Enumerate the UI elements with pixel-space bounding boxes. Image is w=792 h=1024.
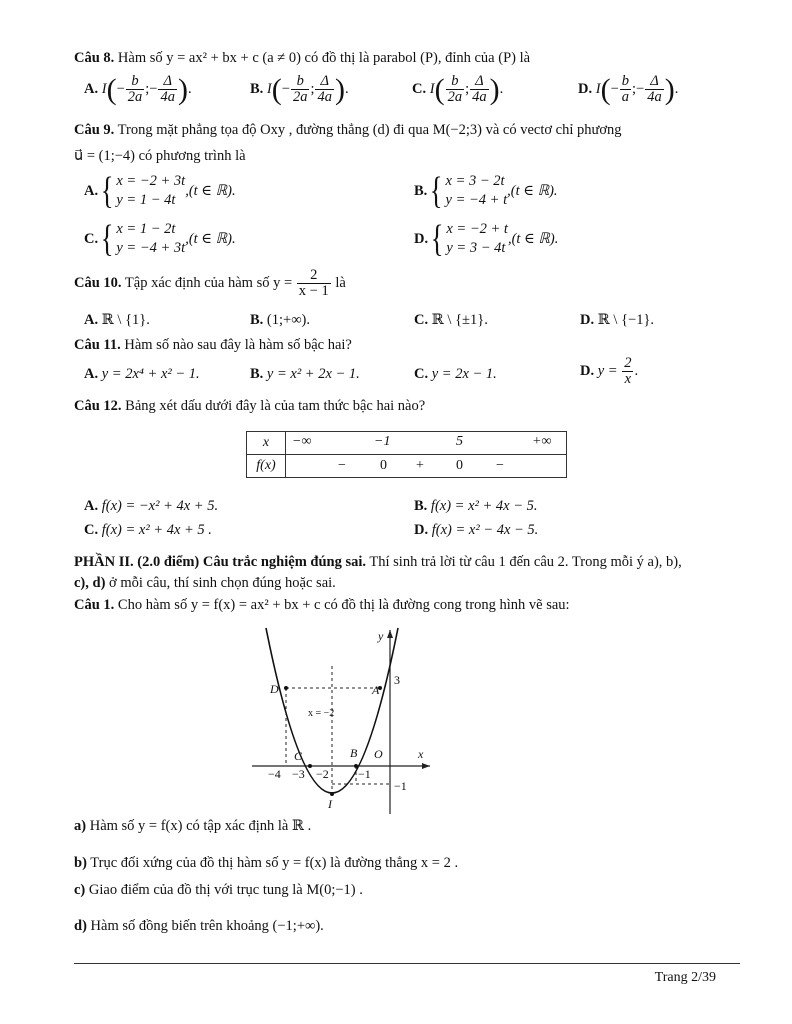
sign-f-pos: +	[416, 458, 424, 473]
q8-opt0-lparen: (	[106, 72, 117, 106]
q8-opt2-xfrac	[446, 74, 465, 105]
q9-option-b[interactable]	[414, 172, 558, 210]
q8-opt3-lparen: (	[600, 72, 611, 106]
q10-option-b[interactable]	[250, 312, 310, 329]
q10-option-a[interactable]	[84, 312, 150, 329]
q10-option-d-key: D.	[580, 312, 595, 328]
q9-opt0-line1: x = −2 + 3t	[116, 173, 186, 189]
sign-table	[246, 431, 567, 478]
q10-option-c-value: ℝ \ {±1}.	[431, 312, 488, 328]
q8-opt0-yden: 4a	[160, 89, 175, 106]
q12-text: Bảng xét dấu dưới đây là của tam thức bậc hai nào?	[125, 398, 426, 414]
q8-opt3-prefix: I	[592, 81, 601, 98]
q9-opt2-param: ,(t ∈ ℝ).	[185, 230, 236, 247]
q8-opt2-ynum: Δ	[470, 74, 489, 90]
q9-option-c[interactable]	[84, 220, 236, 258]
statement-a-key: a)	[74, 818, 87, 834]
q8-text: Hàm số y = ax² + bx + c (a ≠ 0) có đồ thị là parabol (P), đỉnh của (P) là	[117, 50, 531, 66]
q9-opt0-line2: y = 1 − 4t	[116, 192, 176, 208]
q12-option-c[interactable]	[84, 522, 212, 539]
q8-opt1-xsign: −	[281, 81, 290, 98]
sign-x-plus-inf: +∞	[532, 434, 552, 449]
q11-option-d-suffix: .	[634, 363, 639, 380]
q8-option-d[interactable]	[578, 74, 678, 105]
parabola-graph	[252, 626, 432, 816]
q9-stem-line2: u⃗ = (1;−4) có phương trình là	[74, 148, 246, 164]
q11-option-a-key: A.	[84, 366, 99, 382]
q9-opt1-line2: y = −4 + t	[445, 192, 508, 208]
q8-opt2-prefix: I	[426, 81, 435, 98]
q8-opt1-prefix: I	[263, 81, 272, 98]
x-axis-arrow	[422, 763, 430, 769]
p2q1-label: Câu 1.	[74, 597, 115, 613]
part2-heading-rest: Thí sinh trả lời từ câu 1 đến câu 2. Trong mỗi ý a), b),	[366, 554, 682, 570]
q10-option-b-value: (1;+∞).	[266, 312, 310, 328]
q10-option-a-value: ℝ \ {1}.	[101, 312, 150, 328]
sign-x-minus-inf: −∞	[292, 434, 312, 449]
q11-option-d-num: 2	[624, 355, 632, 371]
q12-label: Câu 12.	[74, 398, 122, 414]
q9-opt2-key: C.	[84, 230, 99, 247]
q8-opt0-xfrac	[126, 74, 145, 105]
q9-stem	[74, 122, 622, 139]
q12-option-d-value: f(x) = x² − 4x − 5.	[431, 522, 539, 538]
label-d: D	[270, 682, 279, 696]
q8-opt0-key: A.	[84, 81, 99, 98]
q8-opt1-lparen: (	[271, 72, 282, 106]
q12-option-b[interactable]	[414, 498, 538, 515]
label-3: 3	[394, 673, 400, 687]
q11-option-c-value: y = 2x − 1.	[431, 366, 497, 382]
q8-opt2-yden: 4a	[472, 89, 487, 106]
q8-opt2-xden: 2a	[447, 89, 463, 106]
q8-opt1-ynum: Δ	[315, 74, 334, 90]
statement-b[interactable]	[74, 855, 458, 872]
q8-opt2-key: C.	[412, 81, 427, 98]
q8-opt1-sep: ;	[310, 81, 315, 98]
q8-label: Câu 8.	[74, 50, 115, 66]
part2-heading-line2-rest: ở mỗi câu, thí sinh chọn đúng hoặc sai.	[105, 575, 336, 591]
q10-option-c[interactable]	[414, 312, 488, 329]
q12-stem	[74, 398, 425, 415]
q10-stem	[74, 268, 346, 299]
q11-option-b[interactable]	[250, 366, 360, 383]
q12-option-c-value: f(x) = x² + 4x + 5 .	[101, 522, 212, 538]
q8-opt3-end: .	[674, 81, 679, 98]
q8-options	[74, 74, 744, 120]
q8-opt0-sep: ;	[145, 81, 150, 98]
q12-option-c-key: C.	[84, 522, 99, 538]
q8-opt0-end: .	[187, 81, 192, 98]
q8-opt3-rparen: )	[664, 72, 675, 106]
q11-option-d-den: x	[624, 371, 632, 388]
p2q1-stem	[74, 597, 570, 614]
label-xm3: −3	[292, 767, 305, 781]
q11-text: Hàm số nào sau đây là hàm số bậc hai?	[124, 337, 352, 353]
q12-option-a-value: f(x) = −x² + 4x + 5.	[101, 498, 219, 514]
statement-b-text: Trục đối xứng của đồ thị hàm số y = f(x) là đường thẳng x = 2 .	[90, 855, 459, 871]
q8-opt1-xfrac	[291, 74, 310, 105]
q10-label: Câu 10.	[74, 275, 122, 292]
q11-option-d-key: D.	[580, 363, 595, 380]
statement-c[interactable]	[74, 882, 363, 899]
q10-option-d-value: ℝ \ {−1}.	[597, 312, 655, 328]
q8-opt3-xnum: b	[621, 73, 630, 89]
q9-opt3-key: D.	[414, 230, 429, 247]
q11-option-b-key: B.	[250, 366, 264, 382]
q12-option-a-key: A.	[84, 498, 99, 514]
statement-a-text: Hàm số y = f(x) có tập xác định là ℝ .	[89, 818, 312, 834]
q8-opt2-end: .	[499, 81, 504, 98]
q9-opt2-line1: x = 1 − 2t	[116, 221, 176, 237]
q8-option-a[interactable]	[84, 74, 192, 105]
q8-opt1-key: B.	[250, 81, 264, 98]
q9-opt1-system	[446, 172, 508, 210]
page-number: Trang 2/39	[654, 970, 716, 985]
q8-opt1-rparen: )	[334, 72, 345, 106]
label-x: x	[418, 747, 424, 761]
q11-stem	[74, 337, 352, 354]
q12-option-d-key: D.	[414, 522, 429, 538]
q11-option-c-key: C.	[414, 366, 429, 382]
point-d	[284, 686, 288, 690]
part2-heading	[74, 554, 682, 571]
q8-opt1-yden: 4a	[317, 89, 332, 106]
sign-f-neg2: −	[496, 458, 504, 473]
q9-opt0-system	[116, 172, 185, 210]
q8-opt0-xden: 2a	[127, 89, 143, 106]
q9-opt3-line1: x = −2 + t	[446, 221, 508, 237]
q9-label: Câu 9.	[74, 122, 115, 138]
q12-option-b-key: B.	[414, 498, 428, 514]
q11-option-d[interactable]	[580, 356, 638, 387]
q9-option-d[interactable]	[414, 220, 558, 258]
q9-opt2-system	[116, 220, 185, 258]
q8-opt3-yfrac	[645, 74, 664, 105]
part2-heading-line2-bold: c), d)	[74, 575, 106, 591]
q10-frac-num: 2	[297, 268, 331, 284]
footer-divider	[74, 963, 740, 964]
q8-opt3-ynum: Δ	[645, 74, 664, 90]
q10-option-d[interactable]	[580, 312, 654, 329]
q10-text-before: Tập xác định của hàm số y =	[124, 275, 293, 292]
q12-option-d[interactable]	[414, 522, 538, 539]
q8-opt3-sep: ;	[632, 81, 637, 98]
statement-c-text: Giao điểm của đồ thị với trục tung là M(0;−1) .	[88, 882, 363, 898]
q8-option-c[interactable]	[412, 74, 503, 105]
q11-option-d-fraction	[622, 356, 633, 387]
statement-d-key: d)	[74, 918, 87, 934]
label-a: A	[372, 683, 380, 697]
sign-f-zero2: 0	[456, 458, 463, 473]
q12-option-b-value: f(x) = x² + 4x − 5.	[430, 498, 538, 514]
q8-opt2-yfrac	[470, 74, 489, 105]
q10-option-a-key: A.	[84, 312, 99, 328]
q8-opt2-xnum: b	[446, 74, 465, 90]
q8-opt1-xden: 2a	[292, 89, 308, 106]
point-i	[330, 792, 334, 796]
q10-frac-den: x − 1	[298, 283, 329, 300]
q8-opt3-yden: 4a	[647, 89, 662, 106]
q9-opt3-brace: {	[430, 218, 444, 260]
q11-option-c[interactable]	[414, 366, 497, 383]
q8-opt0-ynum: Δ	[158, 74, 177, 90]
q8-opt2-lparen: (	[434, 72, 445, 106]
q8-option-b[interactable]	[250, 74, 349, 105]
label-i: I	[328, 797, 332, 811]
label-xm2: −2	[316, 767, 329, 781]
q9-opt2-brace: {	[100, 218, 114, 260]
q8-opt3-xfrac	[620, 74, 631, 105]
q9-opt3-system	[446, 220, 508, 258]
q8-opt2-rparen: )	[489, 72, 500, 106]
q9-opt0-key: A.	[84, 182, 99, 199]
q8-opt0-ysign: −	[149, 81, 158, 98]
sign-x-root1: −1	[374, 434, 391, 449]
label-b: B	[350, 746, 358, 760]
q9-opt1-line1: x = 3 − 2t	[445, 173, 505, 189]
q11-option-a-value: y = 2x⁴ + x² − 1.	[101, 366, 200, 382]
point-c	[308, 764, 312, 768]
q11-label: Câu 11.	[74, 337, 121, 353]
q9-opt0-param: ,(t ∈ ℝ).	[185, 182, 236, 199]
label-xm4: −4	[268, 767, 281, 781]
q9-opt1-param: ,(t ∈ ℝ).	[507, 182, 558, 199]
part2-heading-bold: PHẦN II. (2.0 điểm) Câu trắc nghiệm đúng sai.	[74, 554, 367, 570]
q10-fraction	[297, 268, 331, 299]
q8-opt3-key: D.	[578, 81, 593, 98]
q9-text: Trong mặt phẳng tọa độ Oxy , đường thẳng (d) đi qua M(−2;3) và có vectơ chỉ phương	[117, 122, 622, 138]
q9-opt3-param: ,(t ∈ ℝ).	[507, 230, 559, 247]
q9-opt0-brace: {	[100, 170, 114, 212]
q8-opt1-end: .	[344, 81, 349, 98]
q11-option-a[interactable]	[84, 366, 200, 383]
q8-opt2-sep: ;	[465, 81, 470, 98]
y-axis-arrow	[387, 630, 393, 638]
q8-opt3-ysign: −	[636, 81, 645, 98]
q8-stem	[74, 50, 530, 67]
q9-opt1-key: B.	[414, 182, 428, 199]
q8-opt1-xnum: b	[291, 74, 310, 90]
label-xm1: −1	[358, 767, 371, 781]
q9-opt3-line2: y = 3 − 4t	[446, 240, 506, 256]
q8-opt1-yfrac	[315, 74, 334, 105]
q8-opt3-xden: a	[621, 89, 630, 106]
q9-opt2-line2: y = −4 + 3t	[116, 240, 186, 256]
label-y: y	[378, 629, 384, 643]
q10-text-after: là	[335, 275, 346, 292]
q12-option-a[interactable]	[84, 498, 218, 515]
label-c: C	[294, 749, 303, 763]
q8-opt3-xsign: −	[610, 81, 619, 98]
q9-option-a[interactable]	[84, 172, 236, 210]
statement-b-key: b)	[74, 855, 87, 871]
q8-opt0-xsign: −	[116, 81, 125, 98]
sign-row-x-values	[286, 432, 567, 455]
label-symmetry: x = −2	[308, 708, 335, 719]
q10-option-b-key: B.	[250, 312, 264, 328]
part2-heading-line2	[74, 575, 336, 592]
q11-option-b-value: y = x² + 2x − 1.	[266, 366, 360, 382]
sign-row-f-values	[286, 455, 567, 478]
sign-cell-f: f(x)	[247, 455, 286, 478]
statement-d-text: Hàm số đồng biến trên khoảng (−1;+∞).	[90, 918, 324, 934]
sign-cell-x: x	[247, 432, 286, 455]
q8-opt0-rparen: )	[177, 72, 188, 106]
q9-opt1-brace: {	[430, 170, 443, 212]
q8-opt0-xnum: b	[126, 74, 145, 90]
label-o: O	[374, 747, 383, 761]
sign-f-neg1: −	[338, 458, 346, 473]
statement-d[interactable]	[74, 918, 324, 935]
q8-opt0-prefix: I	[98, 81, 107, 98]
label-ym1: −1	[394, 779, 407, 793]
sign-table-row-f	[247, 455, 567, 478]
sign-f-zero1: 0	[380, 458, 387, 473]
sign-x-root2: 5	[456, 434, 463, 449]
q10-option-c-key: C.	[414, 312, 429, 328]
sign-table-row-x	[247, 432, 567, 455]
statement-a[interactable]	[74, 818, 311, 835]
p2q1-text: Cho hàm số y = f(x) = ax² + bx + c có đồ thị là đường cong trong hình vẽ sau:	[117, 597, 570, 613]
q8-opt0-yfrac	[158, 74, 177, 105]
q11-option-d-prefix: y =	[597, 363, 618, 380]
statement-c-key: c)	[74, 882, 86, 898]
